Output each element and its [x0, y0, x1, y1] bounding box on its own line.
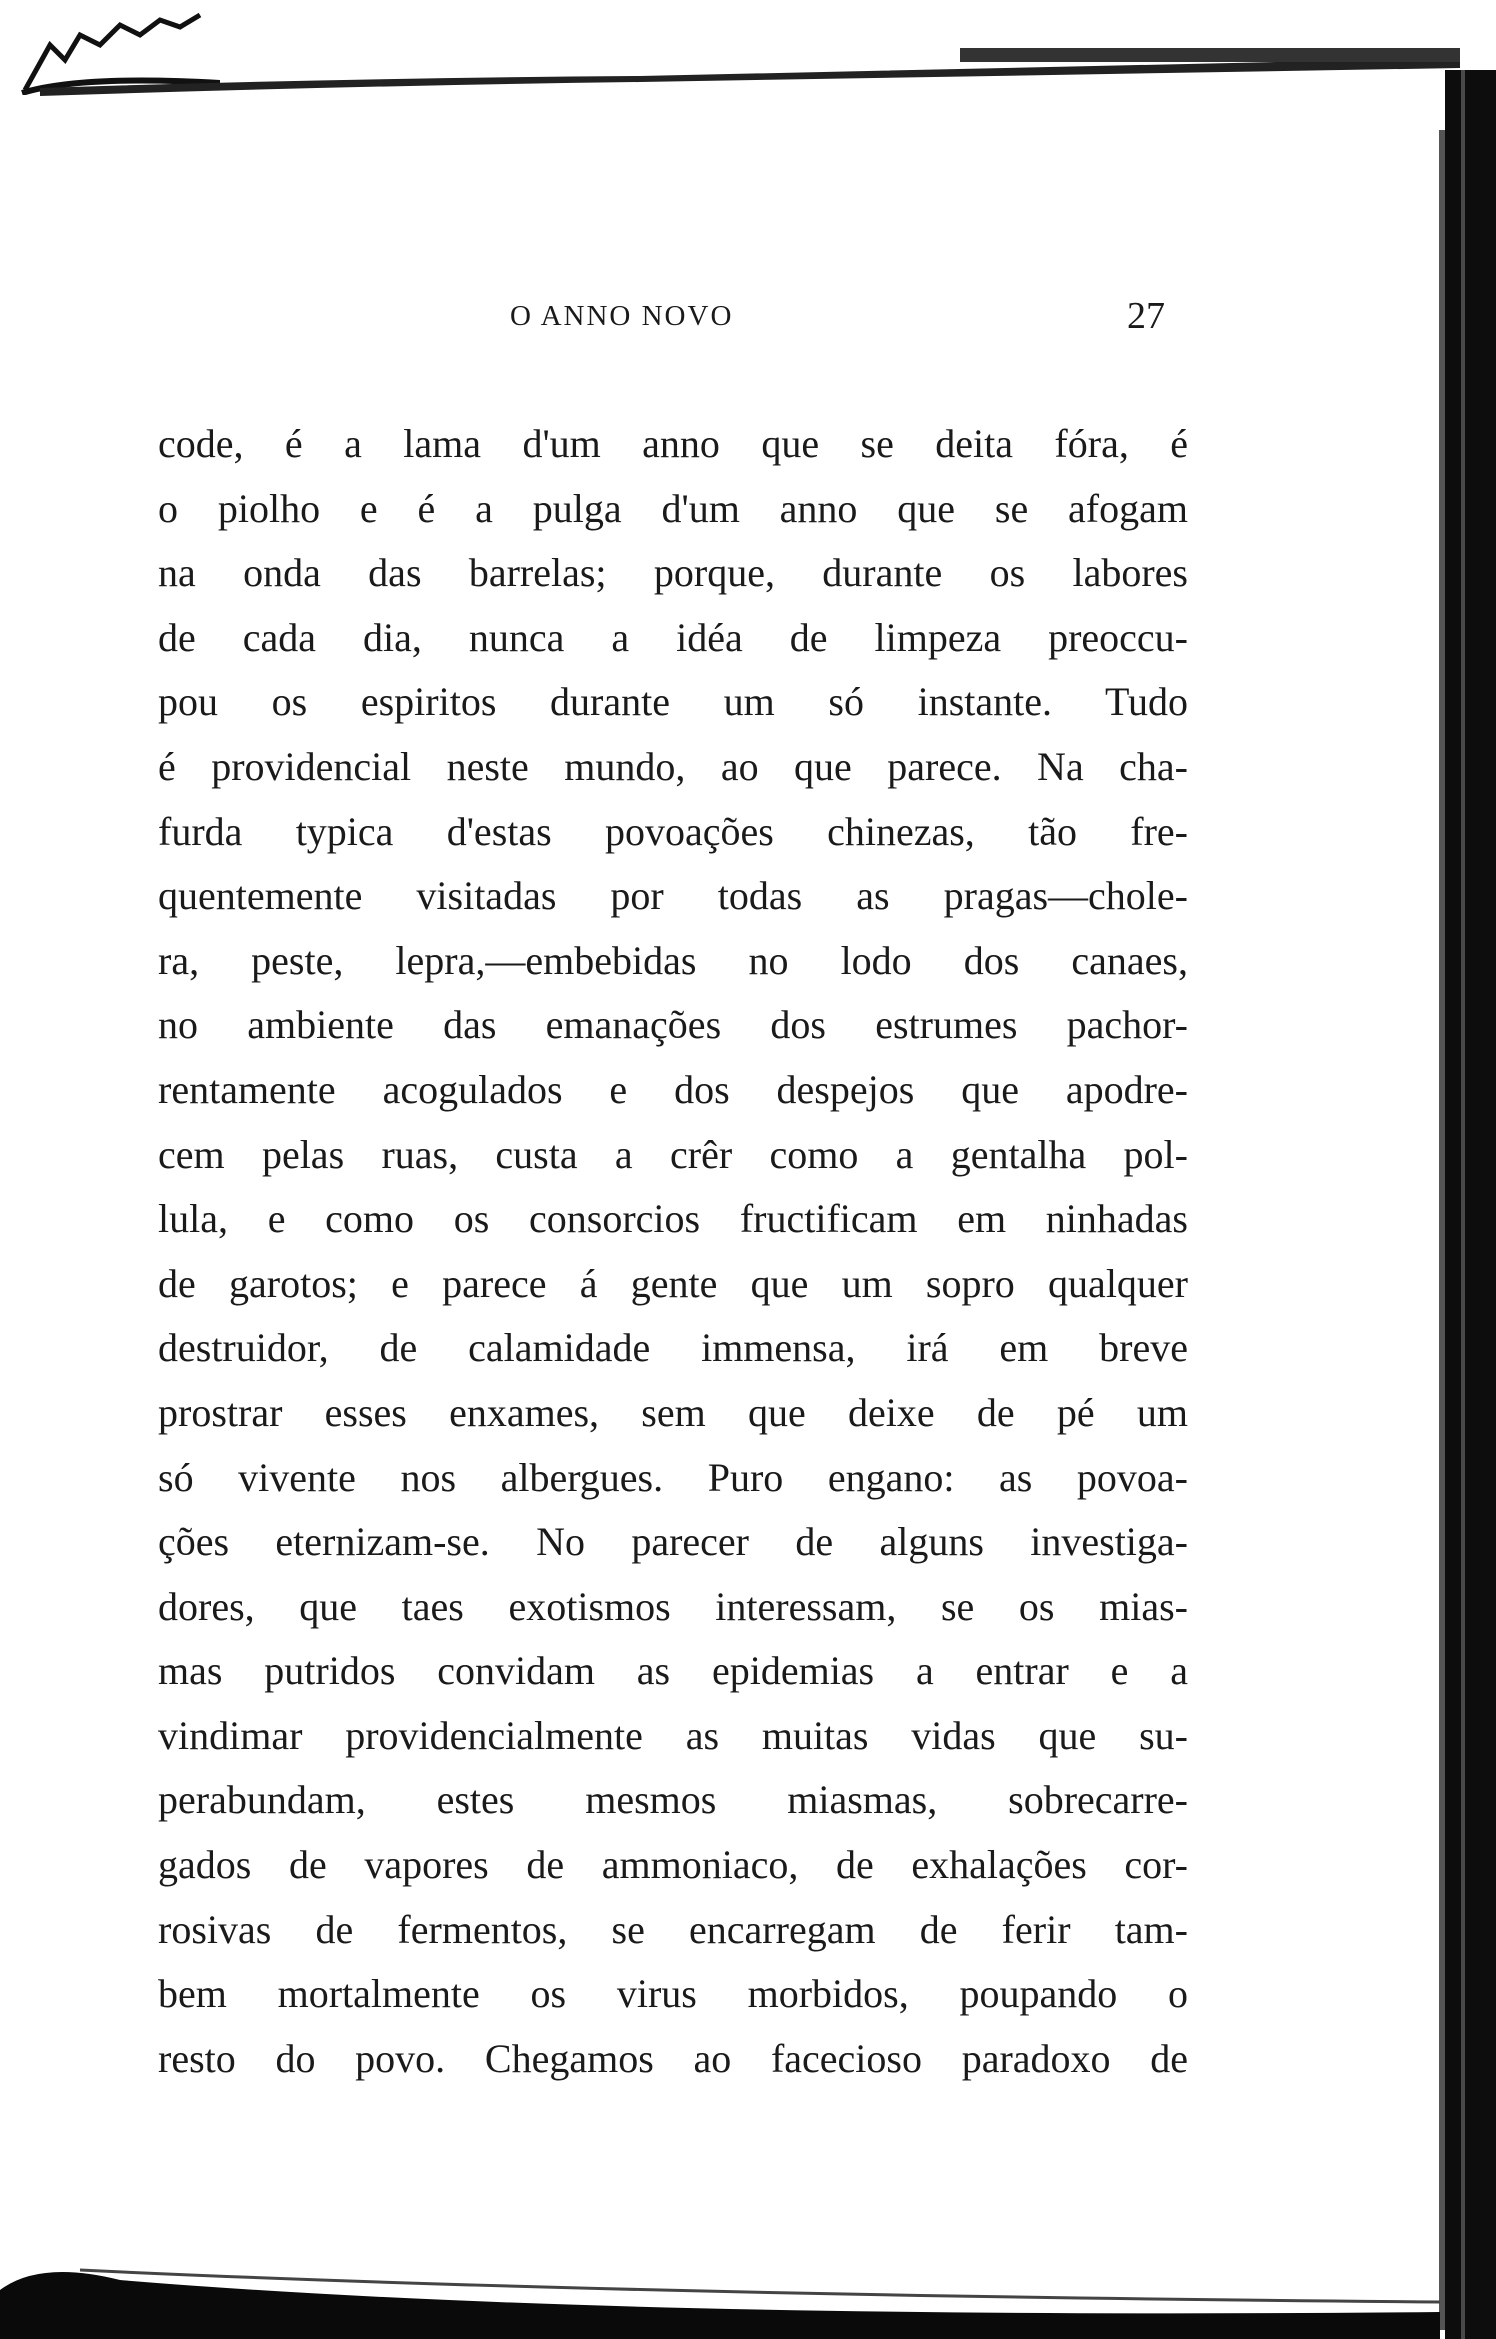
scan-bottom-shadow: [0, 2240, 1440, 2339]
text-line: rentamente acogulados e dos despejos que apodre-: [158, 1066, 1188, 1112]
text-line: de garotos; e parece á gente que um sopro qualquer: [158, 1260, 1188, 1306]
body-text: [158, 412, 1188, 2091]
text-line: bem mortalmente os virus morbidos, poupando o: [158, 1971, 1188, 2017]
scan-top-shadow: [40, 48, 1460, 108]
text-line: furda typica d'estas povoações chinezas, tão fre-: [158, 808, 1188, 854]
text-line: só vivente nos albergues. Puro engano: as povoa-: [158, 1454, 1188, 1500]
text-line: destruidor, de calamidade immensa, irá em breve: [158, 1325, 1188, 1371]
text-line: lula, e como os consorcios fructificam em ninhadas: [158, 1196, 1188, 1242]
text-line: na onda das barrelas; porque, durante os labores: [158, 550, 1188, 596]
text-line: pou os espiritos durante um só instante. Tudo: [158, 679, 1188, 725]
running-title: O ANNO NOVO: [510, 300, 734, 332]
text-line: gados de vapores de ammoniaco, de exhalações cor-: [158, 1842, 1188, 1888]
text-line: ra, peste, lepra,—embebidas no lodo dos canaes,: [158, 937, 1188, 983]
text-line: code, é a lama d'um anno que se deita fóra, é: [158, 421, 1188, 466]
text-line: é providencial neste mundo, ao que parece. Na cha-: [158, 743, 1188, 789]
scan-right-edge: [1425, 70, 1496, 2339]
text-line: ções eternizam-se. No parecer de alguns investiga-: [158, 1519, 1188, 1565]
page-number: 27: [1127, 295, 1165, 337]
text-line: cem pelas ruas, custa a crêr como a gentalha pol-: [158, 1131, 1188, 1177]
text-line: de cada dia, nunca a idéa de limpeza preoccu-: [158, 614, 1188, 660]
text-line: perabundam, estes mesmos miasmas, sobrecarre-: [158, 1777, 1188, 1823]
text-line: rosivas de fermentos, se encarregam de ferir tam-: [158, 1906, 1188, 1952]
text-line: prostrar esses enxames, sem que deixe de pé um: [158, 1389, 1188, 1435]
text-line: resto do povo. Chegamos ao facecioso paradoxo de: [158, 2035, 1188, 2081]
text-line: o piolho e é a pulga d'um anno que se afogam: [158, 485, 1188, 531]
text-line: no ambiente das emanações dos estrumes pachor-: [158, 1002, 1188, 1048]
text-line: vindimar providencialmente as muitas vidas que su-: [158, 1712, 1188, 1758]
text-line: quentemente visitadas por todas as pragas—chole-: [158, 873, 1188, 919]
text-line: mas putridos convidam as epidemias a entrar e a: [158, 1648, 1188, 1694]
text-line: dores, que taes exotismos interessam, se os mias-: [158, 1583, 1188, 1629]
